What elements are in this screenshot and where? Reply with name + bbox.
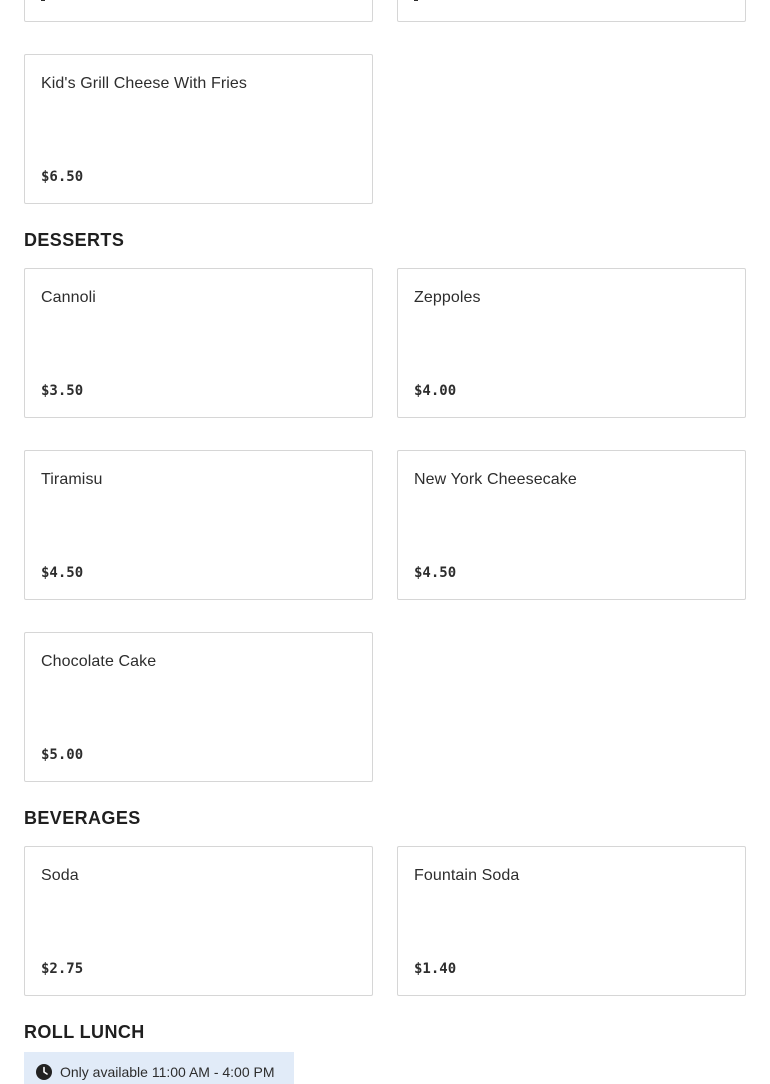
menu-item-card[interactable]: [397, 846, 746, 996]
menu-item-card[interactable]: [24, 632, 373, 782]
item-name: Soda: [41, 867, 79, 884]
item-name: New York Cheesecake: [414, 471, 577, 488]
item-price: $5.00: [41, 747, 84, 763]
item-price: $4.00: [414, 383, 457, 399]
item-name: Zeppoles: [414, 289, 481, 306]
section-title-desserts: DESSERTS: [24, 230, 125, 250]
price-text: [414, 0, 418, 1]
item-price: $3.50: [41, 383, 84, 399]
price-text: [41, 0, 45, 1]
item-price: $1.40: [414, 961, 457, 977]
item-name: Kid's Grill Cheese With Fries: [41, 75, 248, 92]
item-price: $6.50: [41, 169, 84, 185]
menu-item-card[interactable]: [397, 450, 746, 600]
availability-banner: [24, 1052, 294, 1084]
menu-item-card[interactable]: [24, 0, 373, 22]
availability-text: Only available 11:00 AM - 4:00 PM: [60, 1064, 275, 1080]
item-price: $4.50: [414, 565, 457, 581]
menu-item-card[interactable]: [397, 0, 746, 22]
section-title-beverages: BEVERAGES: [24, 808, 141, 828]
item-name: Chocolate Cake: [41, 653, 157, 670]
clock-icon: [36, 1064, 52, 1080]
menu-item-card[interactable]: [24, 54, 373, 204]
menu-item-card[interactable]: [24, 846, 373, 996]
item-price: $4.50: [41, 565, 84, 581]
item-name: Tiramisu: [41, 471, 103, 488]
menu-item-card[interactable]: [24, 450, 373, 600]
item-price: $2.75: [41, 961, 84, 977]
menu-item-card[interactable]: [24, 268, 373, 418]
section-title-roll-lunch: ROLL LUNCH: [24, 1022, 145, 1042]
menu-item-card[interactable]: [397, 268, 746, 418]
item-name: Fountain Soda: [414, 867, 520, 884]
item-name: Cannoli: [41, 289, 96, 306]
